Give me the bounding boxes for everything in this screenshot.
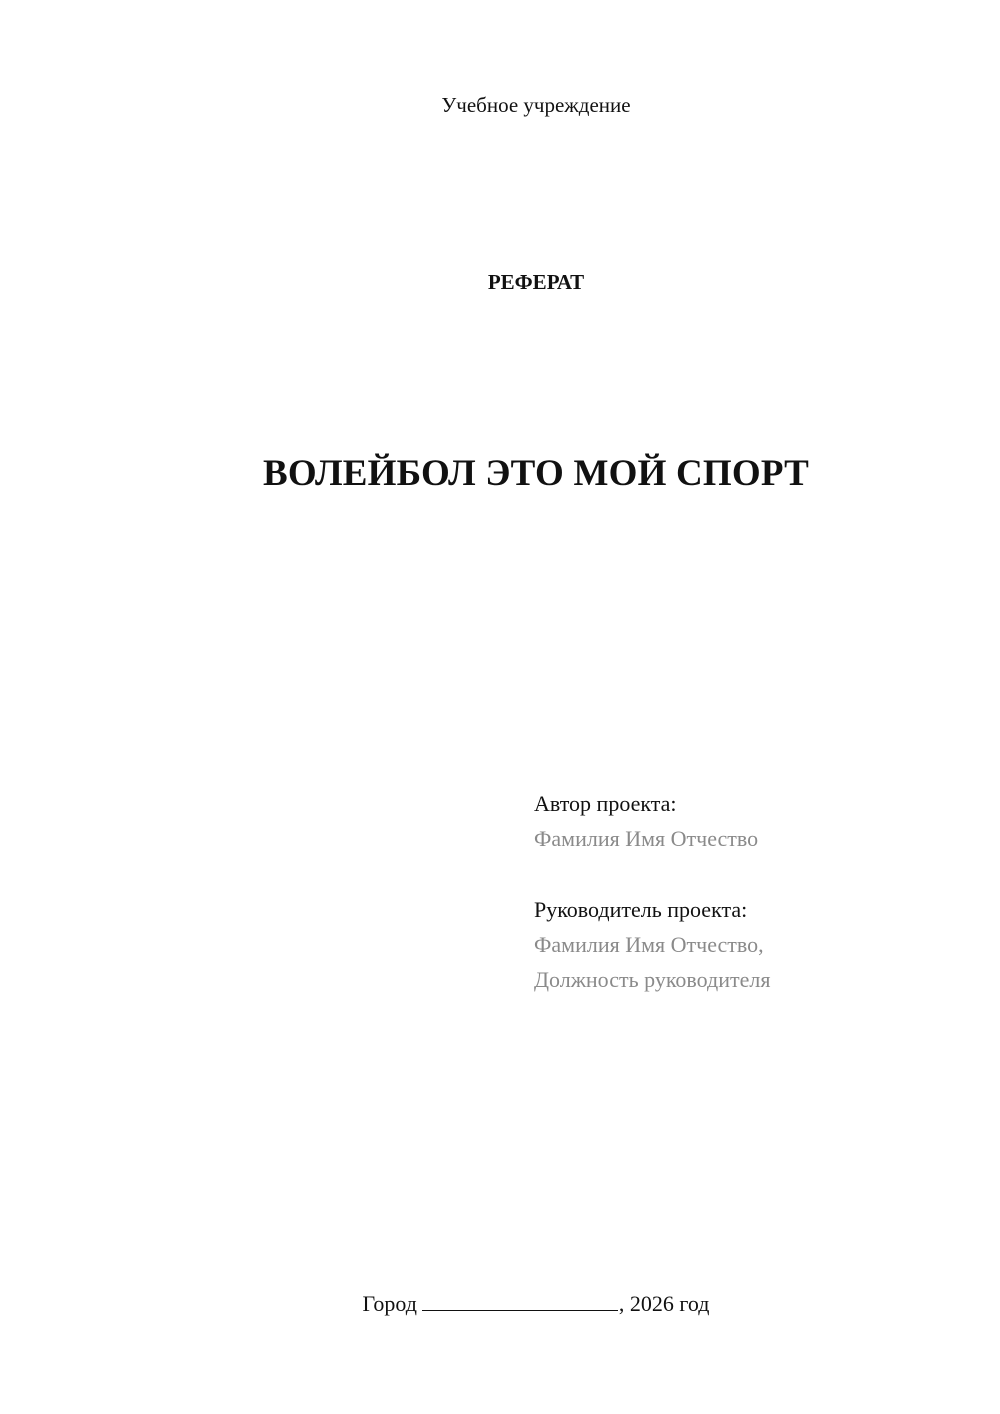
institution-name: Учебное учреждение [441, 93, 631, 117]
signature-block [534, 786, 954, 997]
supervisor-label: Руководитель проекта: [534, 897, 748, 922]
supervisor-name: Фамилия Имя Отчество, [534, 932, 764, 957]
city-label: Город [362, 1291, 417, 1316]
document-title: ВОЛЕЙБОЛ ЭТО МОЙ СПОРТ [262, 453, 810, 494]
author-label: Автор проекта: [534, 791, 677, 816]
document-type: РЕФЕРАТ [487, 270, 585, 294]
city-blank-line [422, 1290, 618, 1311]
signature-spacer [534, 856, 954, 892]
footer-city-year [0, 1289, 1000, 1319]
supervisor-position: Должность руководителя [534, 967, 771, 992]
year-text: , 2026 год [618, 1291, 710, 1316]
author-name: Фамилия Имя Отчество [534, 826, 759, 851]
